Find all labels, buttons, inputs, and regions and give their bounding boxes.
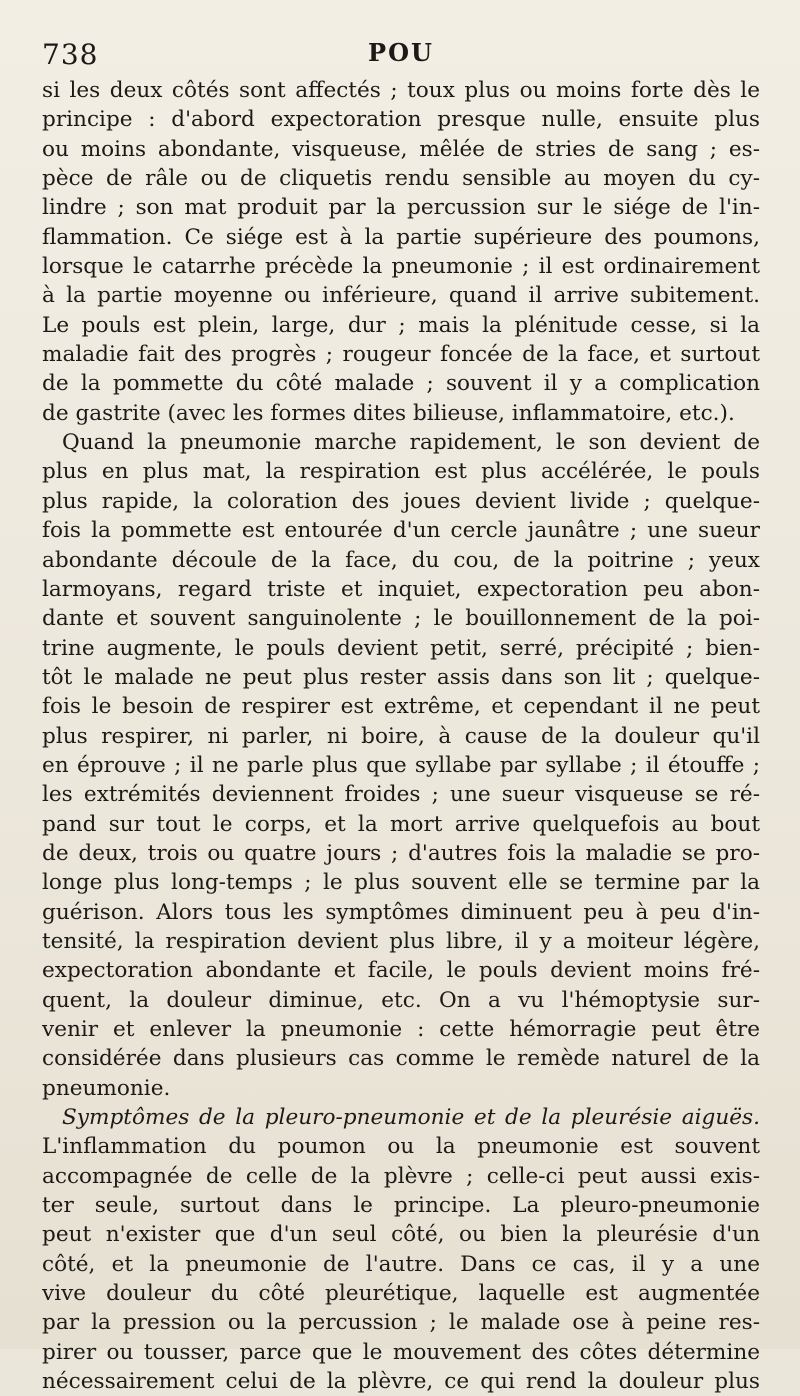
text-line: si les deux côtés sont affectés ; toux plus ou moins forte dès le	[42, 78, 760, 103]
text-line: ou moins abondante, visqueuse, mêlée de stries de sang ; es-	[42, 136, 760, 162]
text-line: accompagnée de celle de la plèvre ; celle-ci peut aussi exis-	[42, 1163, 760, 1189]
text-line: expectoration abondante et facile, le pouls devient moins fré-	[42, 958, 760, 984]
text-line: venir et enlever la pneumonie : cette hémorragie peut être	[42, 1017, 760, 1042]
text-line: lorsque le catarrhe précède la pneumonie ; il est ordinairement	[42, 254, 760, 280]
text-line: lindre ; son mat produit par la percussion sur le siége de l'in-	[42, 195, 760, 221]
body-text	[42, 76, 760, 1396]
text-line: de deux, trois ou quatre jours ; d'autres fois la maladie se pro-	[42, 840, 760, 866]
text-line: de la pommette du côté malade ; souvent il y a complication	[42, 371, 760, 397]
text-line: par la pression ou la percussion ; le malade ose à peine res-	[42, 1310, 760, 1336]
text-line: nécessairement celui de la plèvre, ce qui rend la douleur plus	[42, 1369, 760, 1395]
page-header	[42, 30, 760, 76]
text-line: plus en plus mat, la respiration est plus accélérée, le pouls	[42, 459, 760, 485]
text-line: de gastrite (avec les formes dites bilieuse, inflammatoire, etc.).	[42, 400, 735, 426]
text-line: pand sur tout le corps, et la mort arrive quelquefois au bout	[42, 811, 760, 837]
text-line: vive douleur du côté pleurétique, laquelle est augmentée	[42, 1281, 760, 1307]
text-line: pirer ou tousser, parce que le mouvement des côtes détermine	[42, 1339, 760, 1365]
text-line: principe : d'abord expectoration presque nulle, ensuite plus	[42, 107, 760, 133]
text-line: côté, et la pneumonie de l'autre. Dans ce cas, il y a une	[42, 1251, 760, 1277]
text-line: fois la pommette est entourée d'un cercle jaunâtre ; une sueur	[42, 518, 760, 544]
text-line: tôt le malade ne peut plus rester assis dans son lit ; quelque-	[42, 664, 760, 690]
text-line: plus rapide, la coloration des joues devient livide ; quelque-	[42, 488, 760, 514]
text-line: Quand la pneumonie marche rapidement, le son devient de	[62, 430, 760, 456]
text-line: fois le besoin de respirer est extrême, et cependant il ne peut	[42, 694, 760, 720]
text-line: longe plus long-temps ; le plus souvent elle se termine par la	[42, 870, 760, 896]
text-line: L'inflammation du poumon ou la pneumonie est souvent	[42, 1134, 760, 1160]
text-line: peut n'exister que d'un seul côté, ou bien la pleurésie d'un	[42, 1222, 760, 1248]
text-line: dante et souvent sanguinolente ; le bouillonnement de la poi-	[42, 606, 760, 632]
text-line: abondante découle de la face, du cou, de la poitrine ; yeux	[42, 547, 760, 573]
text-line: pneumonie.	[42, 1075, 171, 1101]
text-line: considérée dans plusieurs cas comme le remède naturel de la	[42, 1046, 760, 1072]
section-heading: Symptômes de la pleuro-pneumonie et de la pleurésie aiguës.	[62, 1105, 760, 1131]
text-line: maladie fait des progrès ; rougeur foncée de la face, et surtout	[42, 342, 760, 368]
text-line: tensité, la respiration devient plus libre, il y a moiteur légère,	[42, 928, 760, 954]
running-head: POU	[368, 38, 434, 67]
text-line: les extrémités deviennent froides ; une sueur visqueuse se ré-	[42, 782, 760, 808]
page-number: 738	[42, 38, 99, 71]
text-line: plus respirer, ni parler, ni boire, à cause de la douleur qu'il	[42, 723, 760, 749]
text-line: pèce de râle ou de cliquetis rendu sensible au moyen du cy-	[42, 166, 760, 192]
text-line: ter seule, surtout dans le principe. La pleuro-pneumonie	[42, 1193, 760, 1219]
text-line: Le pouls est plein, large, dur ; mais la plénitude cesse, si la	[42, 312, 760, 338]
text-line: guérison. Alors tous les symptômes diminuent peu à peu d'in-	[42, 899, 760, 925]
text-line: larmoyans, regard triste et inquiet, expectoration peu abon-	[42, 576, 760, 602]
text-line: à la partie moyenne ou inférieure, quand il arrive subitement.	[42, 283, 760, 309]
text-line: quent, la douleur diminue, etc. On a vu l'hémoptysie sur-	[42, 987, 760, 1013]
text-line: en éprouve ; il ne parle plus que syllabe par syllabe ; il étouffe ;	[42, 752, 760, 778]
text-line: flammation. Ce siége est à la partie supérieure des poumons,	[42, 224, 760, 250]
text-line: trine augmente, le pouls devient petit, serré, précipité ; bien-	[42, 635, 760, 661]
